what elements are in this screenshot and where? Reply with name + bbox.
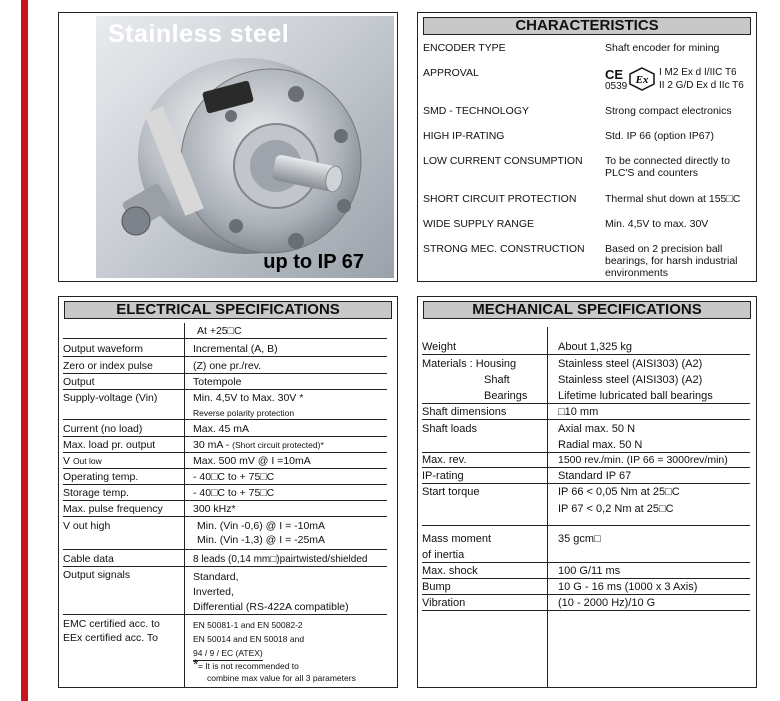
spec-value: - 40□C to + 75□C — [193, 487, 275, 499]
mech-value: (10 - 2000 Hz)/10 G — [558, 597, 656, 609]
spec-row — [63, 343, 387, 357]
spec-label-main: V — [63, 455, 71, 467]
spec-row — [63, 569, 387, 615]
spec-label: Max. pulse frequency — [63, 503, 163, 515]
approval-line-1: I M2 Ex d I/IIC T6 — [659, 67, 737, 78]
spec-value: Incremental (A, B) — [193, 343, 278, 355]
spec-row — [63, 520, 387, 550]
spec-label: Output waveform — [63, 343, 143, 355]
electrical-specs-panel — [58, 296, 398, 688]
spec-label: V out high — [63, 520, 111, 532]
mech-row — [422, 581, 750, 595]
char-value: Min. 4,5V to max. 30V — [605, 218, 709, 230]
spec-label: Zero or index pulse — [63, 360, 153, 372]
mech-value: Stainless steel (AISI303) (A2) — [558, 358, 703, 370]
mech-value-2: IP 67 < 0,2 Nm at 25□C — [558, 503, 674, 515]
mech-label: Shaft dimensions — [422, 406, 507, 418]
mech-row — [422, 341, 750, 355]
mech-row — [422, 486, 750, 526]
mech-row — [422, 390, 750, 404]
mech-value: Standard IP 67 — [558, 470, 632, 482]
char-value: Shaft encoder for mining — [605, 42, 720, 54]
spec-value-3: Differential (RS-422A compatible) — [193, 601, 349, 613]
spec-value-main: 30 mA - — [193, 439, 233, 451]
spec-value: Standard, — [193, 571, 239, 583]
mechanical-title: MECHANICAL SPECIFICATIONS — [423, 301, 751, 319]
spec-header-value: At +25□C — [197, 325, 242, 337]
spec-row — [63, 618, 387, 660]
char-label: APPROVAL — [423, 67, 479, 79]
approval-line-2: II 2 G/D Ex d IIc T6 — [659, 80, 744, 91]
char-label: STRONG MEC. CONSTRUCTION — [423, 243, 585, 255]
ex-mark-text: Ex — [635, 74, 649, 86]
spec-note: (Short circuit protected)* — [232, 440, 324, 450]
spec-row — [63, 487, 387, 501]
char-value: Based on 2 precision ball bearings, for harsh industrial environments — [605, 243, 738, 279]
ce-mark-icon: CE — [605, 67, 624, 82]
char-row-encoder-type — [423, 42, 752, 56]
mech-label: IP-rating — [422, 470, 464, 482]
spec-row — [63, 376, 387, 390]
mech-value: 35 gcm□ — [558, 533, 601, 545]
char-value: Strong compact electronics — [605, 105, 732, 117]
spec-value: (Z) one pr./rev. — [193, 360, 262, 372]
char-row-short-circuit — [423, 193, 752, 207]
spec-label: EMC certified acc. to — [63, 618, 160, 630]
spec-label: Supply-voltage (Vin) — [63, 392, 158, 404]
char-label: ENCODER TYPE — [423, 42, 506, 54]
spec-label: Output signals — [63, 569, 131, 581]
spec-row — [63, 439, 387, 453]
mech-value: IP 66 < 0,05 Nm at 25□C — [558, 486, 680, 498]
char-label: LOW CURRENT CONSUMPTION — [423, 155, 583, 167]
ip-rating-caption: up to IP 67 — [263, 251, 364, 273]
spec-label-2: EEx certified acc. To — [63, 632, 158, 644]
spec-value-2: Min. (Vin -1,3) @ I = -25mA — [197, 534, 326, 546]
spec-value-3: 94 / 9 / EC (ATEX) — [193, 647, 263, 661]
char-value: Thermal shut down at 155□C — [605, 193, 741, 205]
spec-value: 300 kHz* — [193, 503, 236, 515]
mech-value-2: Radial max. 50 N — [558, 439, 643, 451]
spec-row — [63, 392, 387, 420]
spec-row — [63, 471, 387, 485]
approval-marks — [605, 67, 760, 95]
spec-label: Cable data — [63, 553, 114, 565]
mech-label: Materials : Housing — [422, 358, 517, 370]
mech-label: Vibration — [422, 597, 466, 609]
spec-row — [63, 423, 387, 437]
char-row-construction — [423, 243, 752, 281]
characteristics-panel — [417, 12, 757, 282]
mech-value: 100 G/11 ms — [558, 565, 621, 577]
spec-label-sub: Out low — [72, 456, 102, 466]
mech-row — [422, 374, 750, 388]
spec-value-2: Inverted, — [193, 586, 234, 598]
spec-note: Reverse polarity protection — [193, 408, 295, 418]
mech-label: Bump — [422, 581, 451, 593]
mech-row — [422, 406, 750, 420]
char-value: Std. IP 66 (option IP67) — [605, 130, 714, 142]
mech-row — [422, 358, 750, 372]
mech-value: 10 G - 16 ms (1000 x 3 Axis) — [558, 581, 698, 593]
spec-label: Operating temp. — [63, 471, 139, 483]
spec-value: Totempole — [193, 376, 242, 388]
spec-label: Max. load pr. output — [63, 439, 156, 451]
mech-row — [422, 423, 750, 453]
char-label: SMD - TECHNOLOGY — [423, 105, 529, 117]
char-row-approval — [423, 67, 752, 97]
spec-row — [63, 455, 387, 469]
spec-value: Min. (Vin -0,6) @ I = -10mA — [197, 520, 326, 532]
footnote — [63, 658, 387, 686]
mech-value: Stainless steel (AISI303) (A2) — [558, 374, 703, 386]
spec-value — [193, 439, 387, 452]
char-row-current — [423, 155, 752, 181]
mech-label: Weight — [422, 341, 457, 353]
char-row-ip — [423, 130, 752, 144]
mech-value: 1500 rev./min. (IP 66 = 3000rev/min) — [558, 454, 728, 466]
char-label: HIGH IP-RATING — [423, 130, 505, 142]
mech-value: Lifetime lubricated ball bearings — [558, 390, 713, 402]
electrical-title: ELECTRICAL SPECIFICATIONS — [64, 301, 392, 319]
spec-label: Output — [63, 376, 95, 388]
char-label: SHORT CIRCUIT PROTECTION — [423, 193, 577, 205]
footnote-line-1: = It is not recommended to — [198, 661, 299, 671]
spec-row — [63, 360, 387, 374]
mech-label: Max. rev. — [422, 454, 467, 466]
spec-value: Max. 500 mV @ I =10mA — [193, 455, 311, 467]
char-row-smd — [423, 105, 752, 119]
mech-label-2: of inertia — [422, 549, 465, 561]
char-row-supply — [423, 218, 752, 232]
characteristics-title: CHARACTERISTICS — [423, 17, 751, 35]
atex-ex-hexagon-icon — [629, 67, 655, 91]
mech-label: Mass moment — [422, 533, 492, 545]
encoder-illustration — [96, 16, 394, 278]
mech-label: Max. shock — [422, 565, 478, 577]
mech-row — [422, 470, 750, 484]
char-value: To be connected directly to PLC'S and counters — [605, 155, 730, 179]
spec-value-2: EN 50014 and EN 50018 and — [193, 634, 305, 644]
mech-row — [422, 454, 750, 468]
mechanical-specs-panel — [417, 296, 757, 688]
spec-row — [63, 553, 387, 567]
photo-title: Stainless steel — [108, 20, 290, 48]
mech-label: Shaft loads — [422, 423, 478, 435]
spec-value: 8 leads (0,14 mm□)pairtwisted/shielded — [193, 554, 368, 565]
notified-body-number: 0539 — [605, 81, 628, 92]
mech-row — [422, 597, 750, 611]
spec-row-header-rule — [63, 326, 387, 339]
spec-label: Current (no load) — [63, 423, 143, 435]
mech-label: Bearings — [484, 390, 528, 402]
char-label: WIDE SUPPLY RANGE — [423, 218, 535, 230]
mech-row — [422, 533, 750, 563]
spec-label: Storage temp. — [63, 487, 129, 499]
side-accent-bar — [21, 0, 28, 701]
footnote-line-2: combine max value for all 3 parameters — [207, 673, 356, 683]
spec-value: EN 50081-1 and EN 50082-2 — [193, 620, 303, 630]
mech-label: Start torque — [422, 486, 480, 498]
spec-row — [63, 503, 387, 517]
mech-value: □10 mm — [558, 406, 599, 418]
spec-label — [63, 455, 188, 468]
footnote-star: * — [193, 656, 199, 672]
spec-value: Max. 45 mA — [193, 423, 250, 435]
spec-value: - 40□C to + 75□C — [193, 471, 275, 483]
mech-label: Shaft — [484, 374, 510, 386]
product-photo-panel — [58, 12, 398, 282]
encoder-photo — [96, 16, 394, 278]
mech-value: Axial max. 50 N — [558, 423, 636, 435]
mech-row — [422, 565, 750, 579]
spec-value: Min. 4,5V to Max. 30V * — [193, 392, 304, 404]
mech-value: About 1,325 kg — [558, 341, 633, 353]
